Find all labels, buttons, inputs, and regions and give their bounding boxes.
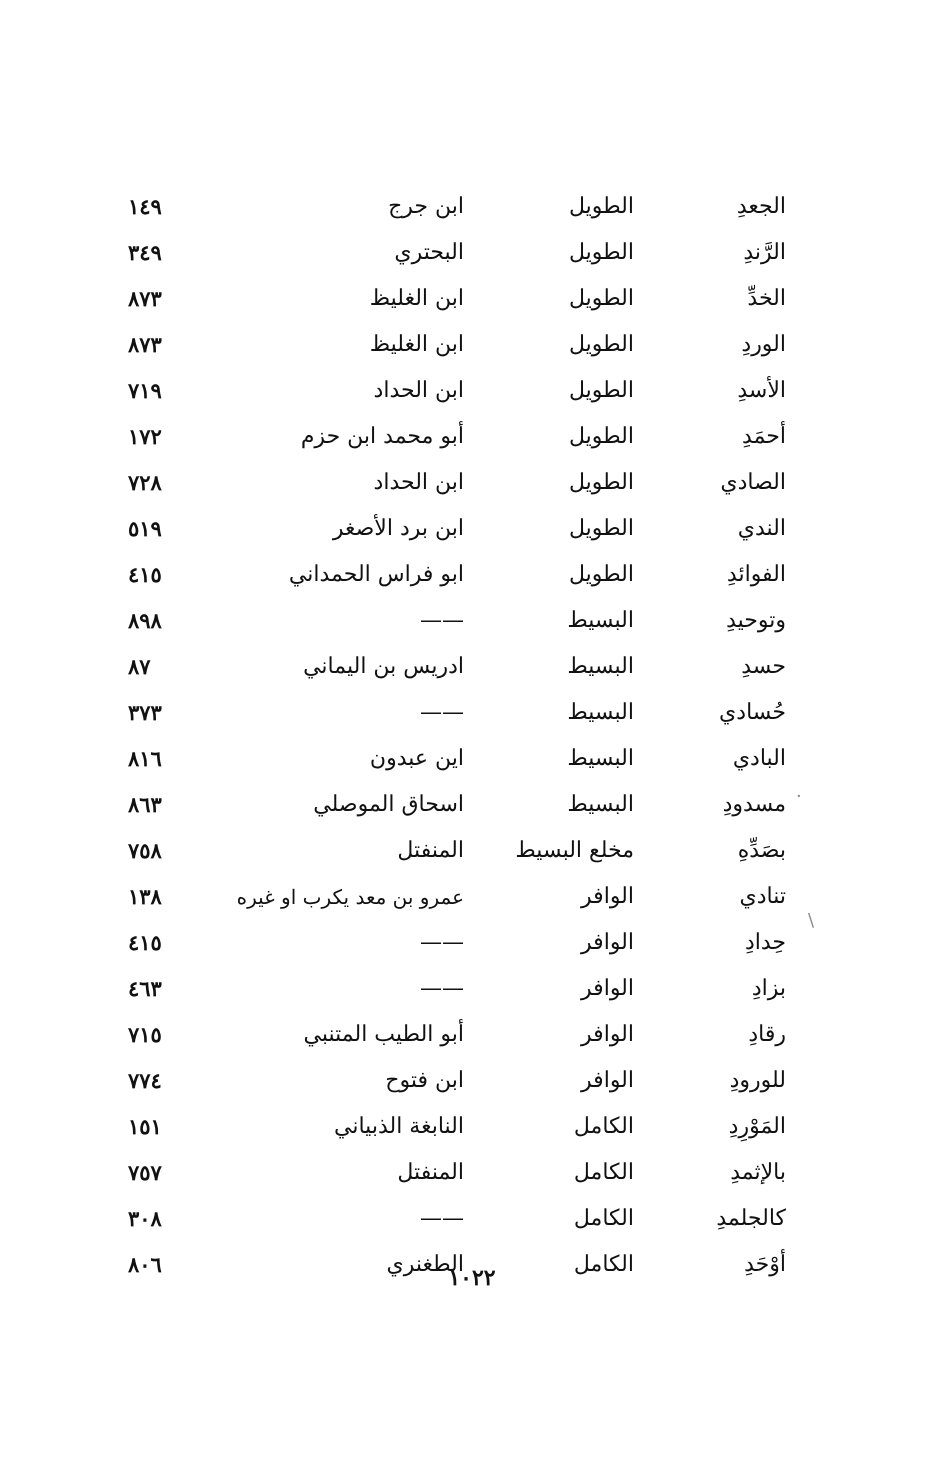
poet-name: —— <box>420 608 464 633</box>
page-reference: ٨٩٨ <box>128 608 162 633</box>
poetic-meter: الطويل <box>568 194 634 219</box>
rhyme-word: البادي <box>732 746 786 771</box>
page-reference: ٨٦٣ <box>128 792 162 817</box>
poetic-meter: الكامل <box>573 1206 634 1231</box>
poetic-meter: الكامل <box>573 1160 634 1185</box>
page-reference: ٨٠٦ <box>128 1252 162 1277</box>
rhyme-word: الأسدِ <box>737 378 786 403</box>
table-row <box>0 414 944 460</box>
rhyme-word: حُسادي <box>719 700 786 725</box>
table-row <box>0 552 944 598</box>
rhyme-word: حسدِ <box>741 654 786 679</box>
page-reference: ٤١٥ <box>128 930 162 955</box>
table-row <box>0 598 944 644</box>
poet-name: ابن الغليظ <box>369 286 464 311</box>
table-row <box>0 368 944 414</box>
poetic-meter: الوافر <box>581 884 634 909</box>
poetic-meter: الكامل <box>573 1252 634 1277</box>
poetic-meter: البسيط <box>567 792 634 817</box>
poetic-meter: البسيط <box>567 746 634 771</box>
page-reference: ٧١٥ <box>128 1022 162 1047</box>
poetic-meter: الطويل <box>568 378 634 403</box>
poetic-meter: الطويل <box>568 562 634 587</box>
poet-name: أبو محمد ابن حزم <box>300 424 464 449</box>
page-reference: ٧٧٤ <box>128 1068 162 1093</box>
poet-name: —— <box>420 930 464 955</box>
poet-name: البحتري <box>394 240 464 265</box>
table-row <box>0 690 944 736</box>
page-reference: ٨٧٣ <box>128 286 162 311</box>
poetic-meter: البسيط <box>567 608 634 633</box>
page-reference: ٣٧٣ <box>128 700 162 725</box>
table-row <box>0 184 944 230</box>
table-row <box>0 736 944 782</box>
rhyme-word: بالإثمدِ <box>730 1160 786 1185</box>
page-reference: ٥١٩ <box>128 516 162 541</box>
poet-name: ابن الحداد <box>373 378 464 403</box>
poet-name: ابن الحداد <box>373 470 464 495</box>
rhyme-word: الجعدِ <box>736 194 786 219</box>
rhyme-word: أحمَدِ <box>742 424 786 449</box>
rhyme-word: كالجلمدِ <box>716 1206 786 1231</box>
rhyme-word: بصَدِّهِ <box>737 838 786 863</box>
table-row <box>0 460 944 506</box>
poetic-meter: مخلع البسيط <box>515 838 634 863</box>
poetic-meter: الطويل <box>568 516 634 541</box>
poet-name: الطغنري <box>386 1252 464 1277</box>
table-row <box>0 828 944 874</box>
table-row <box>0 644 944 690</box>
poet-name: ابن الغليظ <box>369 332 464 357</box>
poet-name: المنفتل <box>397 1160 464 1185</box>
page-reference: ٤١٥ <box>128 562 162 587</box>
table-row <box>0 506 944 552</box>
rhyme-word: الخدِّ <box>747 286 786 311</box>
page-reference: ١٤٩ <box>128 194 162 219</box>
table-row <box>0 1104 944 1150</box>
page-reference: ١٥١ <box>128 1114 162 1139</box>
poetic-meter: الطويل <box>568 332 634 357</box>
page-reference: ٨٧٣ <box>128 332 162 357</box>
poet-name: ابن فتوح <box>385 1068 464 1093</box>
rhyme-word: الندي <box>737 516 786 541</box>
page-reference: ٤٦٣ <box>128 976 162 1001</box>
page-reference: ٧٥٨ <box>128 838 162 863</box>
poetic-meter: الطويل <box>568 424 634 449</box>
table-row <box>0 1150 944 1196</box>
rhyme-word: أوْحَدِ <box>744 1252 786 1277</box>
poetic-meter: الوافر <box>581 1068 634 1093</box>
rhyme-word: تنادي <box>739 884 786 909</box>
poetic-meter: الطويل <box>568 470 634 495</box>
poetic-meter: الطويل <box>568 286 634 311</box>
rhyme-word: حِدادِ <box>744 930 786 955</box>
poet-name: —— <box>420 976 464 1001</box>
poet-name: النابغة الذبياني <box>334 1114 464 1139</box>
page-reference: ١٧٢ <box>128 424 162 449</box>
rhyme-word: للورودِ <box>729 1068 786 1093</box>
poet-name: المنفتل <box>397 838 464 863</box>
poetic-meter: الوافر <box>581 976 634 1001</box>
page-reference: ٣٠٨ <box>128 1206 162 1231</box>
poetic-meter: الكامل <box>573 1114 634 1139</box>
poetic-meter: الوافر <box>581 1022 634 1047</box>
page-reference: ١٣٨ <box>128 884 162 909</box>
poet-name: ابو فراس الحمداني <box>288 562 464 587</box>
page-reference: ٧١٩ <box>128 378 162 403</box>
poet-name: ابن جرج <box>388 194 464 219</box>
page-number: ١٠٢٢ <box>448 1265 496 1291</box>
rhyme-word: الوردِ <box>741 332 786 357</box>
rhyme-word: مسدودِ <box>722 792 786 817</box>
rhyme-word: بزادِ <box>751 976 786 1001</box>
page-reference: ٧٥٧ <box>128 1160 162 1185</box>
poetic-meter: الوافر <box>581 930 634 955</box>
poet-name: عمرو بن معد يكرب او غيره <box>236 885 464 909</box>
poetic-meter: البسيط <box>567 654 634 679</box>
poet-name: —— <box>420 1206 464 1231</box>
page-reference: ٨١٦ <box>128 746 162 771</box>
table-row <box>0 276 944 322</box>
ink-speck: \ <box>808 910 815 931</box>
poet-name: ابن برد الأصغر <box>332 516 464 541</box>
rhyme-word: رقادِ <box>748 1022 786 1047</box>
rhyme-word: المَوْرِدِ <box>728 1114 786 1139</box>
table-row <box>0 230 944 276</box>
table-row <box>0 322 944 368</box>
table-row <box>0 920 944 966</box>
table-row <box>0 1196 944 1242</box>
table-row <box>0 1058 944 1104</box>
table-row <box>0 782 944 828</box>
table-row <box>0 1012 944 1058</box>
ink-speck: · <box>796 786 802 807</box>
page-reference: ٧٢٨ <box>128 470 162 495</box>
rhyme-word: الرَّندِ <box>743 240 786 265</box>
rhyme-word: وتوحيدِ <box>726 608 786 633</box>
page-reference: ٨٧ <box>128 654 151 679</box>
poet-name: اسحاق الموصلي <box>313 792 464 817</box>
poetic-meter: البسيط <box>567 700 634 725</box>
poet-name: ادريس بن اليماني <box>303 654 464 679</box>
rhyme-word: الفوائدِ <box>726 562 786 587</box>
page-reference: ٣٤٩ <box>128 240 162 265</box>
table-row <box>0 966 944 1012</box>
rhyme-word: الصادي <box>720 470 786 495</box>
table-row <box>0 874 944 920</box>
rhyme-index-table <box>0 184 944 1288</box>
poet-name: اين عبدون <box>369 746 464 771</box>
poet-name: —— <box>420 700 464 725</box>
poet-name: أبو الطيب المتنبي <box>303 1022 464 1047</box>
poetic-meter: الطويل <box>568 240 634 265</box>
